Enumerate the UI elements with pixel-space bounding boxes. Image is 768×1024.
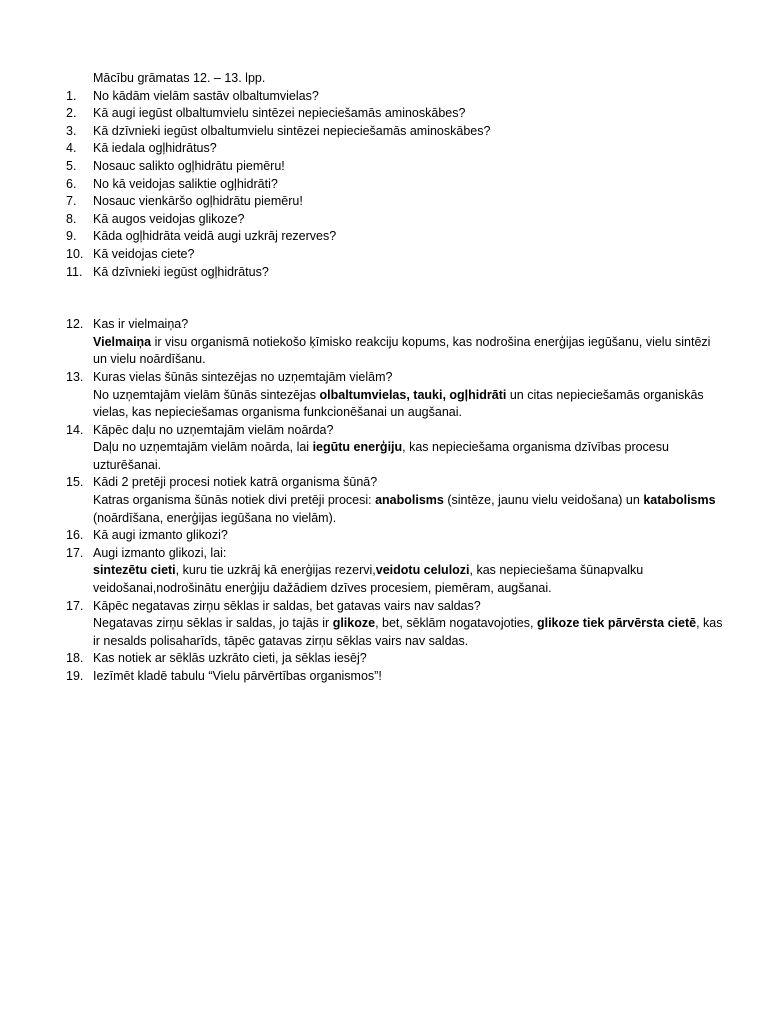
answer-bold-term: Vielmaiņa bbox=[93, 334, 152, 349]
question-number: 19. bbox=[66, 669, 84, 683]
answer-12 bbox=[93, 334, 726, 369]
answer-15 bbox=[93, 492, 726, 527]
answer-13 bbox=[93, 387, 726, 422]
question-number: 4. bbox=[66, 141, 77, 156]
question-item bbox=[66, 228, 726, 246]
question-item bbox=[66, 211, 726, 229]
question-item-17a bbox=[66, 545, 726, 563]
answer-text: , kas nepieciešama šūnapvalku veidošanai,nodrošinātu enerģiju dažādiem dzīves procesiem, piemēram, augšanai. bbox=[93, 563, 644, 596]
answer-bold-term: katabolisms bbox=[643, 493, 716, 508]
question-number: 16. bbox=[66, 528, 84, 543]
answer-bold-term: anabolisms bbox=[375, 493, 444, 508]
question-number: 17. bbox=[66, 545, 84, 560]
question-text: Kā dzīvnieki iegūst ogļhidrātus? bbox=[93, 264, 269, 279]
answer-text: , bet, sēklām nogatavojoties, bbox=[375, 616, 537, 631]
question-number: 17. bbox=[66, 598, 84, 613]
textbook-reference: Mācību grāmatas 12. – 13. lpp. bbox=[93, 71, 266, 85]
question-text: Kā augos veidojas glikoze? bbox=[93, 211, 245, 226]
question-item bbox=[66, 140, 726, 158]
question-text: No kādām vielām sastāv olbaltumvielas? bbox=[93, 88, 319, 103]
question-item-13 bbox=[66, 369, 726, 387]
question-number: 5. bbox=[66, 158, 77, 173]
question-number: 7. bbox=[66, 194, 77, 209]
question-item bbox=[66, 176, 726, 194]
answer-text: (sintēze, jaunu vielu veidošana) un bbox=[443, 493, 644, 508]
question-text: Kādi 2 pretēji procesi notiek katrā organisma šūnā? bbox=[93, 475, 378, 490]
question-number: 10. bbox=[66, 246, 84, 261]
answer-bold-term: glikoze bbox=[332, 616, 376, 631]
question-text: Kas ir vielmaiņa? bbox=[93, 317, 189, 332]
answer-bold-term: veidotu celulozi bbox=[375, 563, 470, 578]
question-item bbox=[66, 105, 726, 123]
answer-14 bbox=[93, 439, 726, 474]
answer-text: , kuru tie uzkrāj kā enerģijas rezervi, bbox=[175, 563, 376, 578]
question-number: 13. bbox=[66, 369, 84, 384]
question-item bbox=[66, 158, 726, 176]
answer-text: Katras organisma šūnās notiek divi pretēji procesi: bbox=[93, 493, 376, 508]
question-number: 1. bbox=[66, 88, 77, 103]
question-item-17b bbox=[66, 598, 726, 616]
question-text: Nosauc vienkāršo ogļhidrātu piemēru! bbox=[93, 194, 303, 209]
question-text: Kā dzīvnieki iegūst olbaltumvielu sintēzei nepieciešamās aminoskābes? bbox=[93, 123, 491, 138]
document-body bbox=[66, 70, 726, 686]
question-text: Kā augi izmanto glikozi? bbox=[93, 528, 228, 543]
question-number: 11. bbox=[66, 264, 83, 279]
question-text: Nosauc salikto ogļhidrātu piemēru! bbox=[93, 158, 285, 173]
question-text: Kā iedala ogļhidrātus? bbox=[93, 141, 217, 156]
question-item bbox=[66, 246, 726, 264]
question-item-19 bbox=[66, 668, 726, 686]
question-number: 6. bbox=[66, 176, 77, 191]
question-text: Kāda ogļhidrāta veidā augi uzkrāj rezerves? bbox=[93, 229, 337, 244]
question-text: Kā augi iegūst olbaltumvielu sintēzei nepieciešamās aminoskābes? bbox=[93, 106, 466, 121]
question-text: Kuras vielas šūnās sintezējas no uzņemtajām vielām? bbox=[93, 369, 393, 384]
question-number: 12. bbox=[66, 317, 84, 332]
answer-17a bbox=[93, 562, 726, 597]
question-item-15 bbox=[66, 474, 726, 492]
question-item bbox=[66, 264, 726, 282]
question-number: 15. bbox=[66, 475, 84, 490]
question-text: Kā veidojas ciete? bbox=[93, 246, 195, 261]
question-item bbox=[66, 123, 726, 141]
question-text: Kāpēc daļu no uzņemtajām vielām noārda? bbox=[93, 422, 334, 437]
answer-17b bbox=[93, 615, 726, 650]
answer-text: Daļu no uzņemtajām vielām noārda, lai bbox=[93, 440, 313, 455]
question-item bbox=[66, 193, 726, 211]
answer-bold-term: sintezētu cieti bbox=[93, 563, 176, 578]
answer-text: ir visu organismā notiekošo ķīmisko reakciju kopums, kas nodrošina enerģijas iegūšanu, vielu sintēzi un vielu noārdīšanu. bbox=[93, 334, 711, 367]
answer-text: , kas ir nesalds polisaharīds, tāpēc gatavas zirņu sēklas vairs nav saldas. bbox=[93, 616, 723, 648]
section-gap bbox=[66, 281, 726, 316]
question-text: Augi izmanto glikozi, lai: bbox=[93, 545, 227, 560]
answer-text: un citas nepieciešamās organiskās vielas, kas nepieciešamas organisma funkcionēšanai un augšanai. bbox=[93, 387, 704, 420]
question-item-12 bbox=[66, 316, 726, 334]
question-number: 3. bbox=[66, 123, 77, 138]
question-text: Kāpēc negatavas zirņu sēklas ir saldas, bet gatavas vairs nav saldas? bbox=[93, 598, 481, 613]
answer-text: No uzņemtajām vielām šūnās sintezējas bbox=[93, 387, 320, 402]
question-item-14 bbox=[66, 422, 726, 440]
question-text: No kā veidojas saliktie ogļhidrāti? bbox=[93, 176, 278, 191]
question-number: 18. bbox=[66, 651, 84, 666]
question-number: 8. bbox=[66, 211, 77, 226]
question-item bbox=[66, 88, 726, 106]
question-list-a bbox=[66, 88, 726, 282]
answer-bold-term: glikoze tiek pārvērsta cietē bbox=[536, 616, 697, 631]
answer-bold-term: iegūtu enerģiju bbox=[312, 440, 403, 455]
answer-text: (noārdīšana, enerģijas iegūšana no vielām). bbox=[93, 510, 337, 525]
question-number: 9. bbox=[66, 229, 77, 244]
question-number: 14. bbox=[66, 422, 84, 437]
question-text: Iezīmēt kladē tabulu “Vielu pārvērtības organismos”! bbox=[93, 669, 382, 683]
question-item-18 bbox=[66, 650, 726, 668]
answer-text: Negatavas zirņu sēklas ir saldas, jo tajās ir bbox=[93, 616, 333, 631]
question-text: Kas notiek ar sēklās uzkrāto cieti, ja sēklas iesēj? bbox=[93, 651, 367, 666]
question-item-16 bbox=[66, 527, 726, 545]
question-number: 2. bbox=[66, 106, 77, 121]
answer-text: , kas nepieciešama organisma dzīvības procesu uzturēšanai. bbox=[93, 440, 669, 472]
answer-bold-term: olbaltumvielas, tauki, ogļhidrāti bbox=[319, 387, 507, 402]
question-list-b bbox=[66, 316, 726, 685]
